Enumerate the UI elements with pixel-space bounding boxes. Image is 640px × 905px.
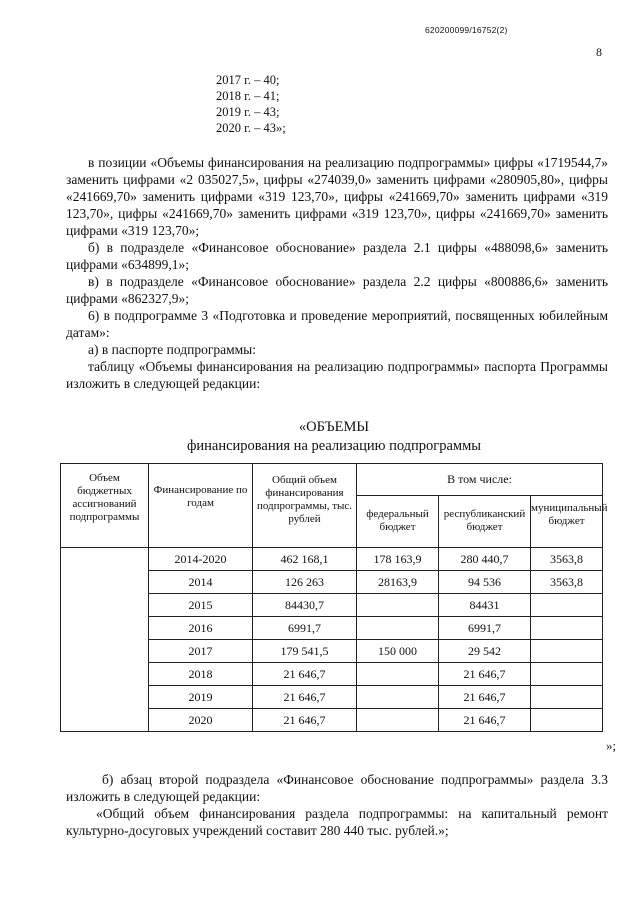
cell-year: 2017 [149,640,253,663]
funding-table [60,463,608,732]
cell-total: 21 646,7 [253,663,357,686]
year-line: 2017 г. – 40; [216,73,280,87]
table-title-line1: «ОБЪЕМЫ [298,419,370,435]
cell-federal: 178 163,9 [357,548,439,571]
cell-federal [357,617,439,640]
empty-cell [61,548,149,732]
year-line: 2018 г. – 41; [216,89,280,103]
cell-municipal [531,617,603,640]
cell-total: 462 168,1 [253,548,357,571]
cell-federal [357,663,439,686]
header-including: В том числе: [357,464,603,496]
cell-year: 2018 [149,663,253,686]
paragraph-table-intro: таблицу «Объемы финансирования на реализацию подпрограммы» паспорта Программы изложить в следующей редакции: [66,359,608,391]
document-code: 620200099/16752(2) [425,25,508,35]
cell-municipal [531,594,603,617]
year-line: 2019 г. – 43; [216,105,280,119]
cell-municipal: 3563,8 [531,571,603,594]
year-line: 2020 г. – 43»; [216,121,286,135]
cell-federal: 28163,9 [357,571,439,594]
paragraph-subprogram-3: 6) в подпрограмме 3 «Подготовка и проведение мероприятий, посвященных юбилейным датам»: [66,308,608,340]
cell-municipal [531,640,603,663]
cell-total: 21 646,7 [253,709,357,732]
paragraph-section-2-2: в) в подразделе «Финансовое обоснование» раздела 2.2 цифры «800886,6» заменить цифрами «862327,9»; [66,274,608,306]
header-financing-by-years: Финансирование по годам [149,464,253,548]
cell-republic: 84431 [439,594,531,617]
table-closing-mark: »; [606,738,617,753]
cell-municipal [531,709,603,732]
table-title-line2: финансирования на реализацию подпрограммы [186,438,482,454]
years-list [216,72,286,136]
cell-municipal: 3563,8 [531,548,603,571]
cell-federal [357,709,439,732]
final-amendments-text [66,771,608,839]
header-federal-budget: федеральный бюджет [357,496,439,548]
cell-republic: 94 536 [439,571,531,594]
cell-year: 2015 [149,594,253,617]
paragraph-funding-position: в позиции «Объемы финансирования на реализацию подпрограммы» цифры «1719544,7» заменить цифрами «2 035027,5», цифры «274039,0» заменить цифрами «280905,80», цифры «241669,70» заменить цифрами «319 123,70», цифры «241669,70» заменить цифрами «319 123,70», цифры «241669,70» заменить цифрами «319 123,70», цифры «241669,70» заменить цифрами «319 123,70»; [66,155,608,238]
cell-year: 2016 [149,617,253,640]
cell-total: 84430,7 [253,594,357,617]
paragraph-capital-repair: «Общий объем финансирования раздела подпрограммы: на капитальный ремонт культурно-досуговых учреждений составит 280 440 тыс. рублей.»; [66,806,608,838]
cell-total: 179 541,5 [253,640,357,663]
cell-republic: 21 646,7 [439,663,531,686]
paragraph-passport: а) в паспорте подпрограммы: [88,342,256,357]
table-row [61,548,603,571]
cell-republic: 29 542 [439,640,531,663]
cell-total: 6991,7 [253,617,357,640]
cell-year: 2014-2020 [149,548,253,571]
cell-federal: 150 000 [357,640,439,663]
amendments-text [66,154,608,392]
cell-year: 2020 [149,709,253,732]
table-title [60,418,608,456]
cell-federal [357,594,439,617]
header-total-volume: Общий объем финансирования подпрограммы, тыс. рублей [253,464,357,548]
paragraph-section-2-1: б) в подразделе «Финансовое обоснование» раздела 2.1 цифры «488098,6» заменить цифрами «634899,1»; [66,240,608,272]
page-number: 8 [596,45,602,59]
cell-municipal [531,663,603,686]
cell-year: 2014 [149,571,253,594]
cell-republic: 6991,7 [439,617,531,640]
header-budget-allocations: Объем бюджетных ассигнований подпрограммы [61,464,149,548]
header-municipal-budget: муниципальный бюджет [531,496,603,548]
cell-federal [357,686,439,709]
cell-republic: 21 646,7 [439,709,531,732]
cell-municipal [531,686,603,709]
paragraph-section-3-3: б) абзац второй подраздела «Финансовое обоснование подпрограммы» раздела 3.3 изложить в следующей редакции: [66,772,608,804]
cell-total: 21 646,7 [253,686,357,709]
cell-republic: 280 440,7 [439,548,531,571]
cell-republic: 21 646,7 [439,686,531,709]
cell-total: 126 263 [253,571,357,594]
cell-year: 2019 [149,686,253,709]
header-republic-budget: республиканский бюджет [439,496,531,548]
